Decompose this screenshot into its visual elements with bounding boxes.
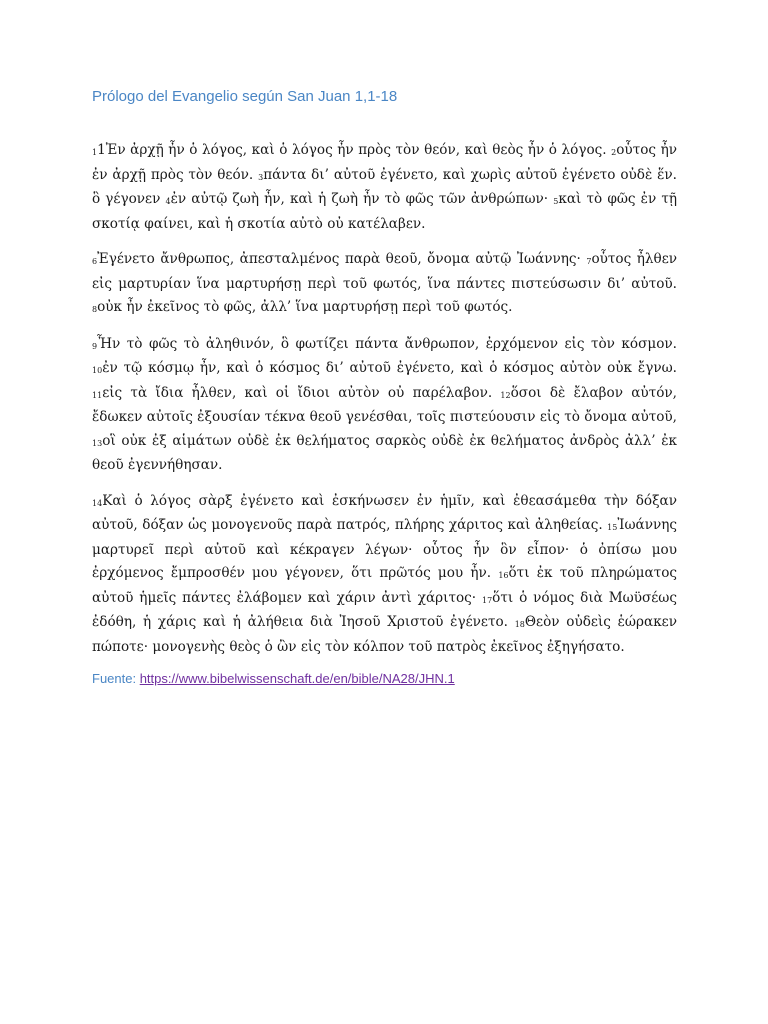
document-title: Prólogo del Evangelio según San Juan 1,1-18	[92, 88, 398, 105]
verse-number: 8	[92, 305, 98, 314]
verse-paragraph	[92, 139, 677, 236]
verse-text: ἐν τῷ κόσμῳ ἦν, καὶ ὁ κόσμος δι’ αὐτοῦ ἐγένετο, καὶ ὁ κόσμος αὐτὸν οὐκ ἔγνω.	[102, 360, 677, 376]
verse-number: 3	[258, 172, 264, 182]
verse-text: καὶ τὸ φῶς ἐν τῇ σκοτίᾳ φαίνει, καὶ ἡ σκοτία αὐτὸ οὐ κατέλαβεν.	[92, 191, 678, 232]
verse-text: Ἰωάννης μαρτυρεῖ περὶ αὐτοῦ καὶ κέκραγεν λέγων· οὗτος ἦν ὃν εἶπον· ὁ ὀπίσω μου ἐρχόμενος ἔμπροσθέν μου γέγονεν, ὅτι πρῶτός μου ἦν.	[92, 517, 677, 581]
verse-number: 12	[500, 390, 511, 400]
verse-number: 2	[611, 148, 617, 157]
verse-number: 11	[92, 390, 103, 400]
verse-number: 18	[514, 620, 525, 629]
verse-text: οὗτος ἦλθεν εἰς μαρτυρίαν ἵνα μαρτυρήσῃ περὶ τοῦ φωτός, ἵνα πάντες πιστεύσωσιν δι’ αὐτοῦ.	[92, 251, 678, 292]
verse-text: Ἦν τὸ φῶς τὸ ἀληθινόν, ὃ φωτίζει πάντα ἄνθρωπον, ἐρχόμενον εἰς τὸν κόσμον.	[97, 335, 677, 352]
verse-number: 16	[498, 571, 509, 580]
verse-text: Θεὸν οὐδεὶς ἑώρακεν πώποτε· μονογενὴς θεὸς ὁ ὢν εἰς τὸν κόλπον τοῦ πατρὸς ἐκεῖνος ἐξηγήσατο.	[92, 614, 677, 655]
verse-text: οὐκ ἦν ἐκεῖνος τὸ φῶς, ἀλλ’ ἵνα μαρτυρήσῃ περὶ τοῦ φωτός.	[97, 299, 513, 315]
verse-text: ὅτι ὁ νόμος διὰ Μωϋσέως ἐδόθη, ἡ χάρις καὶ ἡ ἀλήθεια διὰ Ἰησοῦ Χριστοῦ ἐγένετο.	[92, 589, 677, 630]
verse-number: 6	[92, 257, 98, 266]
verse-text: ἐν αὐτῷ ζωὴ ἦν, καὶ ἡ ζωὴ ἦν τὸ φῶς τῶν ἀνθρώπων·	[170, 191, 554, 207]
verse-text: οἳ οὐκ ἐξ αἱμάτων οὐδὲ ἐκ θελήματος σαρκὸς οὐδὲ ἐκ θελήματος ἀνδρὸς ἀλλ’ ἐκ θεοῦ ἐγεννήθησαν.	[92, 432, 677, 473]
source-link[interactable]: https://www.bibelwissenschaft.de/en/bible/NA28/JHN.1	[139, 671, 455, 686]
document-page	[92, 88, 677, 686]
verse-number: 14	[92, 498, 103, 508]
verse-number: 1	[92, 148, 98, 157]
verse-paragraphs	[92, 139, 677, 659]
verse-paragraph	[92, 490, 677, 660]
verse-number: 15	[607, 523, 618, 532]
verse-number: 4	[165, 197, 171, 206]
verse-number: 9	[92, 341, 98, 351]
verse-text: πάντα δι’ αὐτοῦ ἐγένετο, καὶ χωρὶς αὐτοῦ ἐγένετο οὐδὲ ἕν. ὃ γέγονεν	[92, 166, 677, 207]
verse-text: ὅτι ἐκ τοῦ πληρώματος αὐτοῦ ἡμεῖς πάντες ἐλάβομεν καὶ χάριν ἀντὶ χάριτος·	[92, 565, 678, 606]
verse-text: Ἐγένετο ἄνθρωπος, ἀπεσταλμένος παρὰ θεοῦ, ὄνομα αὐτῷ Ἰωάννης·	[97, 251, 587, 267]
verse-number: 13	[92, 438, 103, 448]
verse-text: εἰς τὰ ἴδια ἦλθεν, καὶ οἱ ἴδιοι αὐτὸν οὐ παρέλαβον.	[102, 384, 501, 401]
verse-number: 7	[586, 257, 592, 266]
verse-text: οὗτος ἦν ἐν ἀρχῇ πρὸς τὸν θεόν.	[92, 142, 677, 183]
source-label: Fuente:	[92, 671, 140, 686]
verse-number: 17	[481, 595, 493, 605]
verse-text: Καὶ ὁ λόγος σὰρξ ἐγένετο καὶ ἐσκήνωσεν ἐν ἡμῖν, καὶ ἐθεασάμεθα τὴν δόξαν αὐτοῦ, δόξαν ὡς μονογενοῦς παρὰ πατρός, πλήρης χάριτος καὶ ἀληθείας.	[92, 492, 677, 533]
verse-text: ὅσοι δὲ ἔλαβον αὐτόν, ἔδωκεν αὐτοῖς ἐξουσίαν τέκνα θεοῦ γενέσθαι, τοῖς πιστεύουσιν εἰς τὸ ὄνομα αὐτοῦ,	[92, 384, 677, 425]
verse-number: 10	[92, 366, 103, 375]
verse-number: 5	[553, 197, 559, 206]
verse-text: 1Ἐν ἀρχῇ ἦν ὁ λόγος, καὶ ὁ λόγος ἦν πρὸς τὸν θεόν, καὶ θεὸς ἦν ὁ λόγος.	[97, 142, 612, 158]
verse-paragraph	[92, 333, 677, 478]
verse-paragraph	[92, 248, 677, 321]
source-line	[92, 671, 677, 686]
